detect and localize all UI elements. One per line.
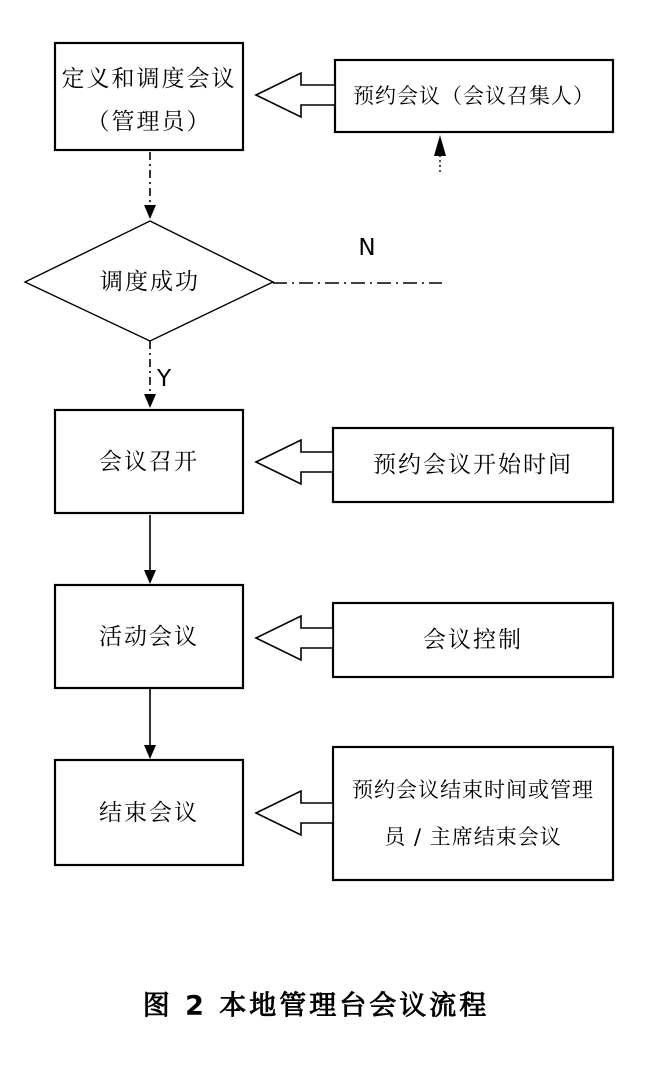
end-trigger-box — [333, 747, 613, 880]
define-to-decision-arrowhead-icon — [144, 205, 156, 219]
start-time-label: 预约会议开始时间 — [373, 452, 573, 478]
branch-no-label: N — [358, 235, 376, 261]
define-schedule-label-line2: （管理员） — [86, 109, 212, 135]
block-arrow-trigger-to-end-icon — [256, 791, 333, 835]
convene-label: 会议召开 — [99, 449, 199, 475]
active-to-end-arrowhead-icon — [144, 745, 156, 759]
end-trigger-label-line2: 员 / 主席结束会议 — [384, 825, 562, 849]
block-arrow-starttime-to-convene-icon — [256, 440, 333, 484]
end-meeting-label: 结束会议 — [99, 800, 199, 826]
meeting-control-label: 会议控制 — [423, 627, 523, 653]
convene-to-active-arrowhead-icon — [144, 570, 156, 584]
define-schedule-label-line1: 定义和调度会议 — [61, 66, 237, 92]
branch-yes-label: Y — [156, 366, 172, 392]
block-arrow-control-to-active-icon — [256, 616, 333, 660]
figure-caption: 图 2 本地管理台会议流程 — [142, 990, 490, 1022]
block-arrow-reserve-to-define-icon — [256, 73, 335, 117]
decision-label: 调度成功 — [100, 269, 200, 295]
reserve-meeting-label: 预约会议（会议召集人） — [353, 84, 595, 108]
feedback-up-arrowhead-icon — [434, 135, 446, 156]
end-trigger-label-line1: 预约会议结束时间或管理 — [352, 778, 594, 802]
active-meeting-label: 活动会议 — [99, 624, 199, 650]
branch-yes-arrowhead-icon — [144, 394, 156, 408]
